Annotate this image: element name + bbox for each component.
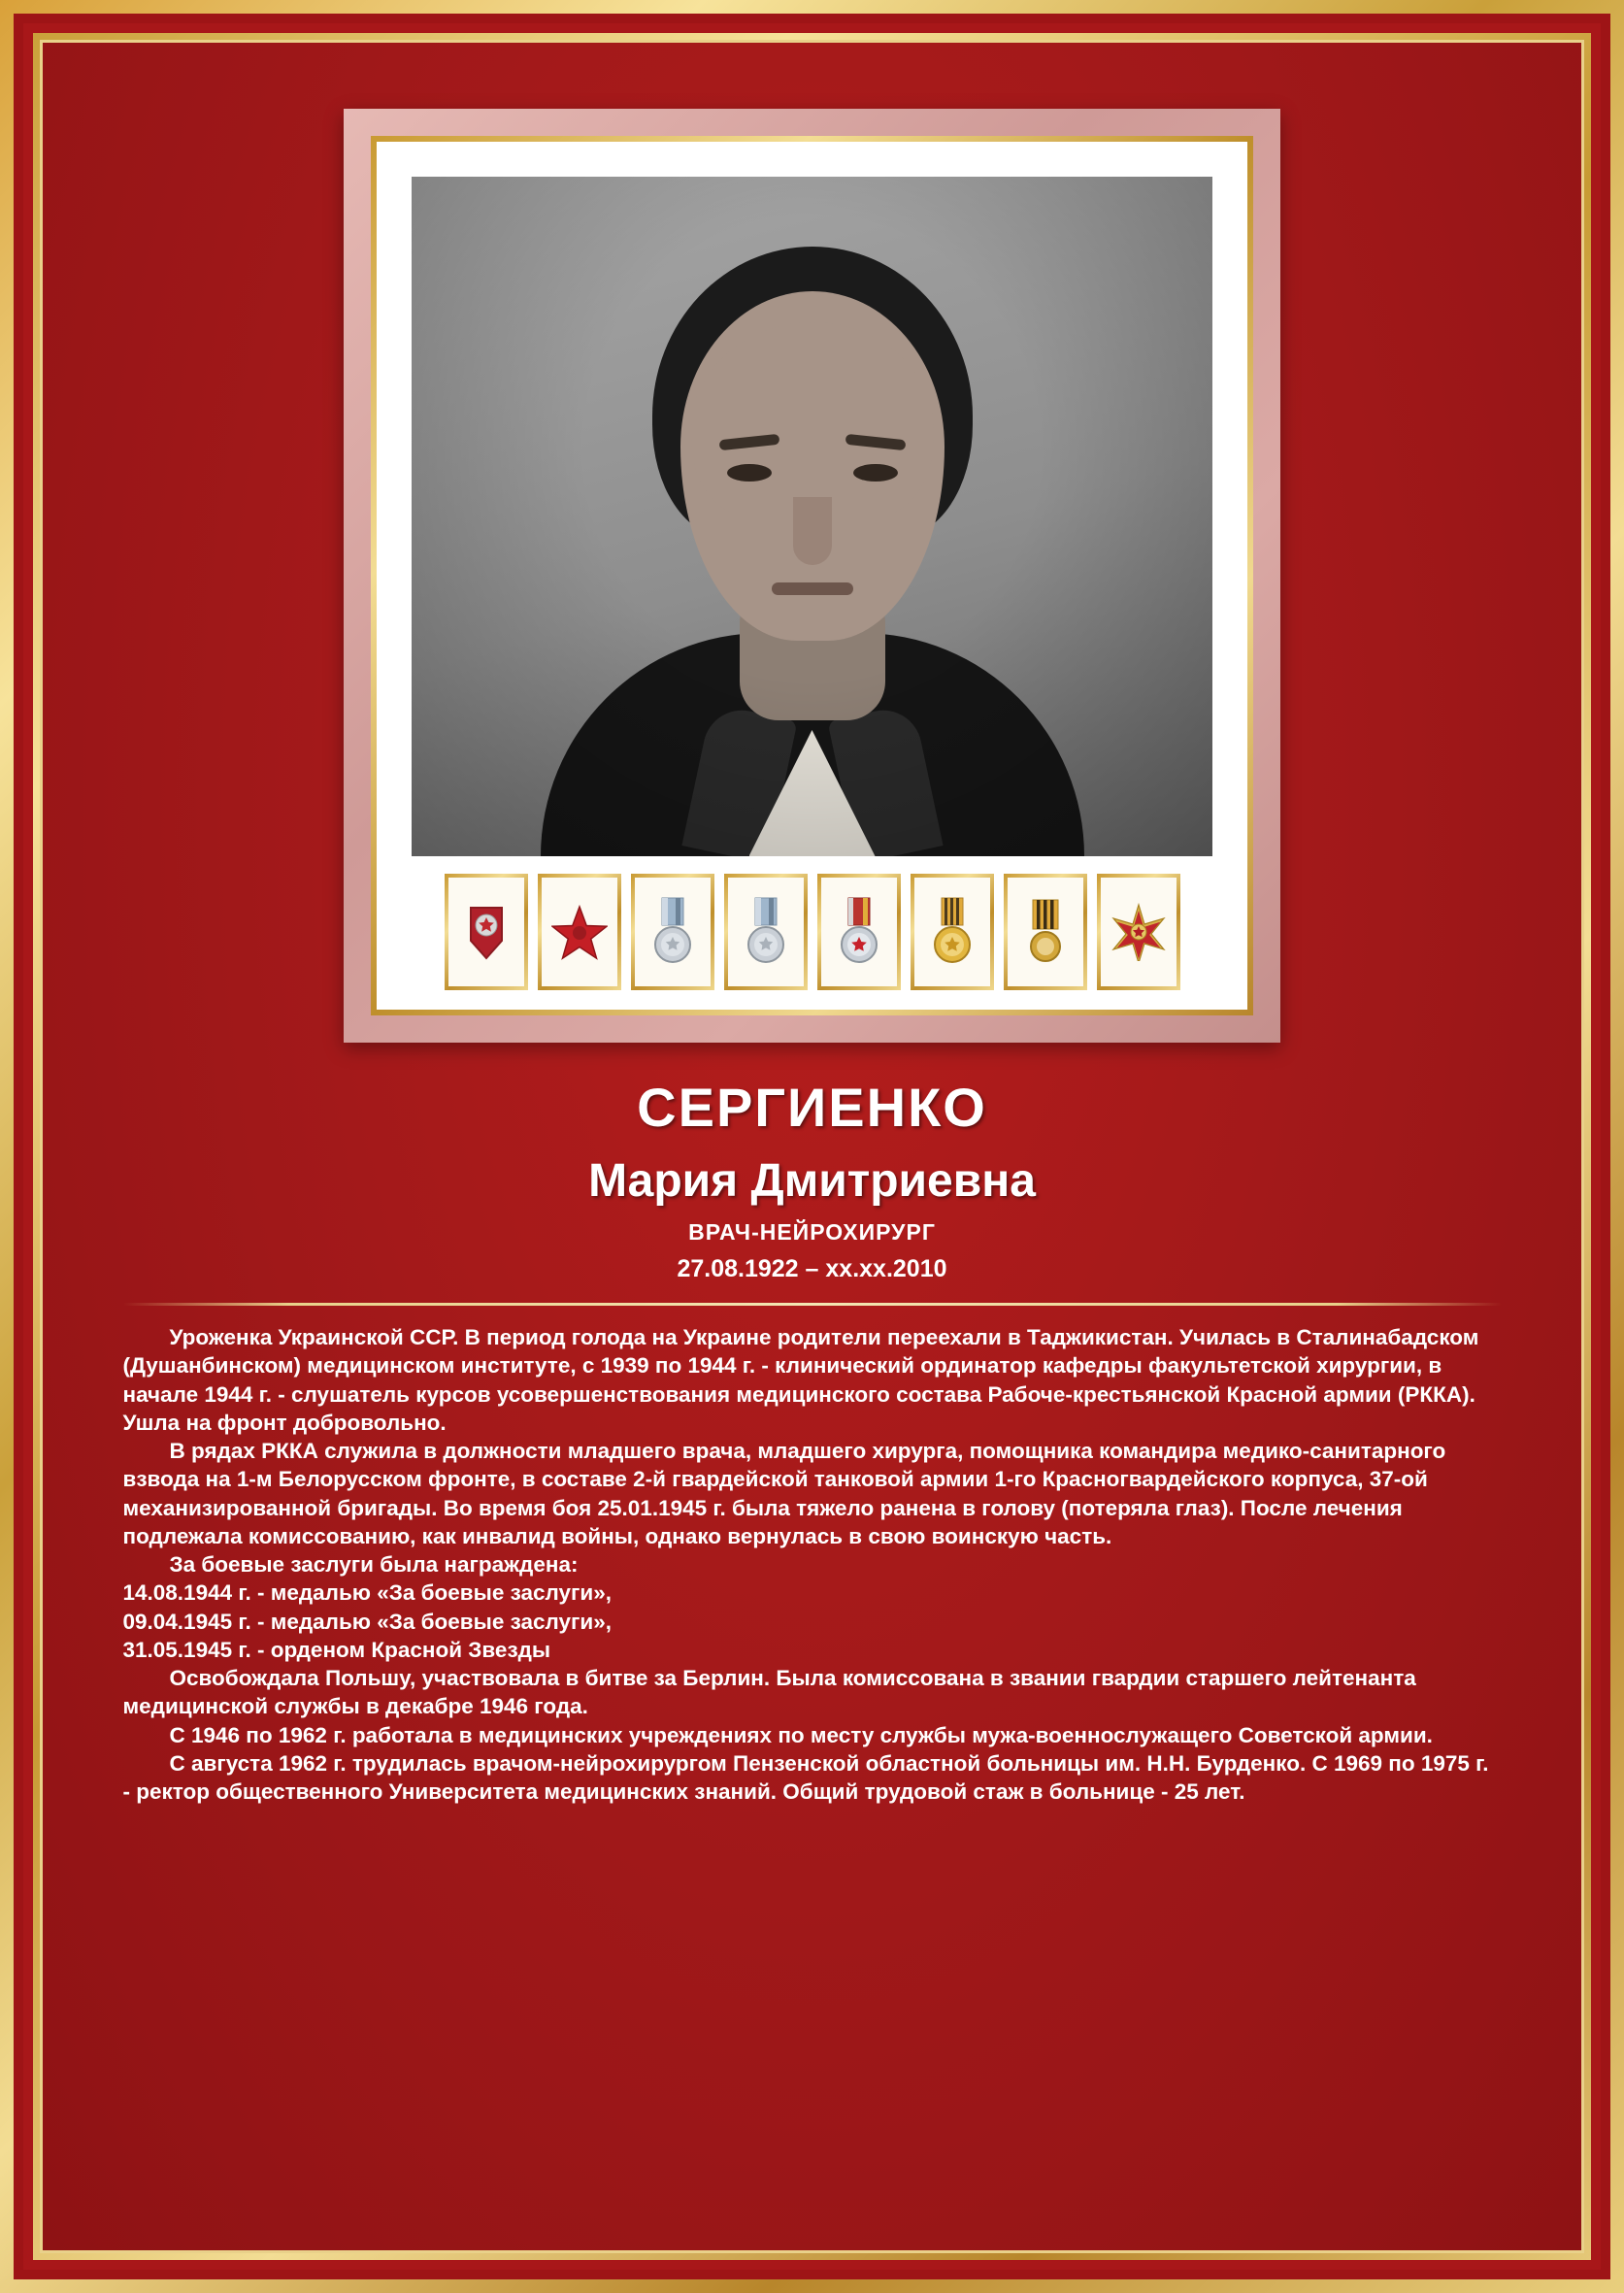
bio-paragraph: В рядах РККА служила в должности младшего врача, младшего хирурга, помощника командира медико-санитарного взвода на 1-м Белорусском фронте, в составе 2-й гвардейской танковой армии 1-го Красногвардейского корпуса, 37-ой механизированной бригады. Во время боя 25.01.1945 г. была тяжело ранена в голову (потеряла глаз). После лечения подлежала комиссованию, как инвалид войны, однако вернулась в свою воинскую часть.	[122, 1439, 1446, 1548]
bio-paragraph: Освобождала Польшу, участвовала в битве за Берлин. Была комиссована в звании гвардии старшего лейтенанта медицинской службы в декабре 1946 года.	[122, 1666, 1416, 1719]
photo-mat	[377, 142, 1247, 1010]
jubilee-medal-ribbon-icon	[1008, 878, 1083, 986]
portrait-photo	[412, 177, 1212, 856]
name-block	[43, 1076, 1581, 1283]
order-of-the-patriotic-war-icon	[1101, 878, 1177, 986]
medal-frame-3	[631, 874, 714, 990]
surname: СЕРГИЕНКО	[637, 1077, 987, 1138]
medal-frame-1	[445, 874, 528, 990]
photo-block	[344, 109, 1280, 1043]
order-of-the-red-star-icon	[542, 878, 617, 986]
bio-paragraph: С августа 1962 г. трудилась врачом-нейрохирургом Пензенской областной больницы им. Н.Н. Бурденко. С 1969 по 1975 г. - ректор общественного Университета медицинских знаний. Общий трудовой стаж в больнице - 25 лет.	[122, 1750, 1489, 1804]
medal-frame-8	[1097, 874, 1180, 990]
bio-paragraph: За боевые заслуги была награждена:	[169, 1552, 579, 1577]
section-divider	[123, 1303, 1502, 1306]
medal-for-battle-merit-2-icon	[728, 878, 804, 986]
medal-for-capture-of-berlin-icon	[821, 878, 897, 986]
life-dates: 27.08.1922 – хх.хх.2010	[677, 1255, 947, 1282]
bio-award-line: 09.04.1945 г. - медалью «За боевые заслуги»,	[122, 1609, 613, 1634]
medal-frame-7	[1004, 874, 1087, 990]
medals-row	[412, 874, 1212, 990]
bio-paragraph: С 1946 по 1962 г. работала в медицинских учреждениях по месту службы мужа-военнослужащего Советской армии.	[169, 1722, 1433, 1747]
medal-frame-5	[817, 874, 901, 990]
bio-award-line: 14.08.1944 г. - медалью «За боевые заслуги»,	[122, 1580, 613, 1606]
occupation-label: ВРАЧ-НЕЙРОХИРУРГ	[688, 1219, 936, 1245]
biography-text	[123, 1323, 1502, 1806]
medal-for-battle-merit-1-icon	[635, 878, 711, 986]
medal-frame-6	[911, 874, 994, 990]
portrait-vignette	[412, 177, 1212, 856]
poster-content-area	[40, 40, 1584, 2253]
frame-outer-red	[14, 14, 1610, 2279]
first-patronymic-name: Мария Дмитриевна	[588, 1155, 1036, 1207]
bio-award-line: 31.05.1945 г. - орденом Красной Звезды	[122, 1637, 551, 1662]
photo-gold-frame	[371, 136, 1253, 1015]
frame-gold-band	[33, 33, 1591, 2260]
medal-frame-4	[724, 874, 808, 990]
medal-frame-2	[538, 874, 621, 990]
bio-paragraph: Уроженка Украинской ССР. В период голода на Украине родители переехали в Таджикистан. Училась в Сталинабадском (Душанбинском) медицинском институте, с 1939 по 1944 г. - клинический ординатор кафедры факультетской хирургии, в начале 1944 г. - слушатель курсов усовершенствования медицинского состава Рабоче-крестьянской Красной армии (РККА). Ушла на фронт добровольно.	[122, 1325, 1479, 1435]
order-badge-red-banner-icon	[448, 878, 524, 986]
medal-for-victory-over-germany-icon	[914, 878, 990, 986]
